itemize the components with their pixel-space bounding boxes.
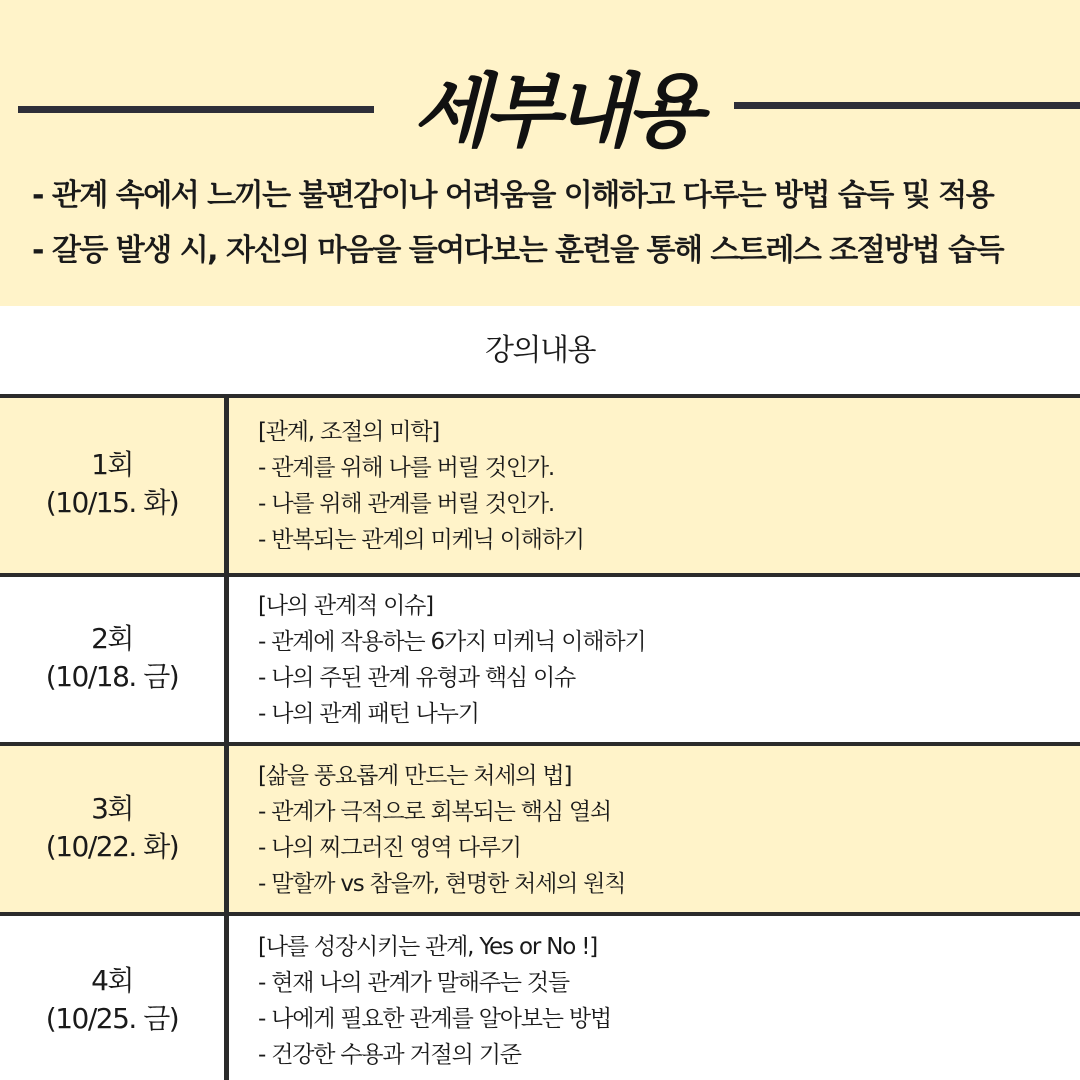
session-item: - 나의 찌그러진 영역 다루기 xyxy=(258,835,521,861)
session-number: 2회 xyxy=(91,622,133,655)
session-label-3 xyxy=(0,790,224,866)
session-date: (10/25. 금) xyxy=(45,1002,179,1035)
session-date: (10/22. 화) xyxy=(45,830,179,863)
session-item: - 말할까 vs 참을까, 현명한 처세의 원칙 xyxy=(258,871,626,897)
session-content-4 xyxy=(258,929,611,1073)
row-divider xyxy=(0,912,1080,916)
page-title: 세부내용 xyxy=(412,65,698,158)
table-top-border xyxy=(0,394,1080,398)
session-number: 1회 xyxy=(91,448,133,481)
session-heading: [나를 성장시키는 관계, Yes or No !] xyxy=(258,934,598,960)
session-label-2 xyxy=(0,620,224,696)
session-heading: [관계, 조절의 미학] xyxy=(258,419,440,445)
session-item: - 나의 주된 관계 유형과 핵심 이슈 xyxy=(258,665,575,691)
column-divider xyxy=(224,396,229,1080)
row-divider xyxy=(0,573,1080,577)
session-date: (10/18. 금) xyxy=(45,660,179,693)
session-label-4 xyxy=(0,962,224,1038)
section-title: 강의내용 xyxy=(0,306,1080,396)
session-number: 3회 xyxy=(91,792,133,825)
session-heading: [삶을 풍요롭게 만드는 처세의 법] xyxy=(258,763,572,789)
session-heading: [나의 관계적 이슈] xyxy=(258,593,433,619)
session-item: - 나를 위해 관계를 버릴 것인가. xyxy=(258,491,554,517)
session-label-1 xyxy=(0,446,224,522)
title-divider-right xyxy=(734,102,1080,109)
row-divider xyxy=(0,742,1080,746)
session-content-2 xyxy=(258,588,645,732)
session-item: - 건강한 수용과 거절의 기준 xyxy=(258,1042,521,1068)
session-item: - 나의 관계 패턴 나누기 xyxy=(258,701,479,727)
description-line-1: - 관계 속에서 느끼는 불편감이나 어려움을 이해하고 다루는 방법 습득 및 적용 xyxy=(32,178,994,213)
session-item: - 관계를 위해 나를 버릴 것인가. xyxy=(258,455,554,481)
session-item: - 관계에 작용하는 6가지 미케닉 이해하기 xyxy=(258,629,646,655)
session-item: - 현재 나의 관계가 말해주는 것들 xyxy=(258,970,569,996)
title-divider-left xyxy=(18,106,374,113)
session-item: - 반복되는 관계의 미케닉 이해하기 xyxy=(258,527,584,553)
session-date: (10/15. 화) xyxy=(45,486,179,519)
session-number: 4회 xyxy=(91,964,133,997)
session-item: - 관계가 극적으로 회복되는 핵심 열쇠 xyxy=(258,799,611,825)
description-line-2: - 갈등 발생 시, 자신의 마음을 들여다보는 훈련을 통해 스트레스 조절방법 습득 xyxy=(32,233,1004,268)
session-item: - 나에게 필요한 관계를 알아보는 방법 xyxy=(258,1006,611,1032)
session-content-3 xyxy=(258,758,625,902)
session-content-1 xyxy=(258,414,584,558)
